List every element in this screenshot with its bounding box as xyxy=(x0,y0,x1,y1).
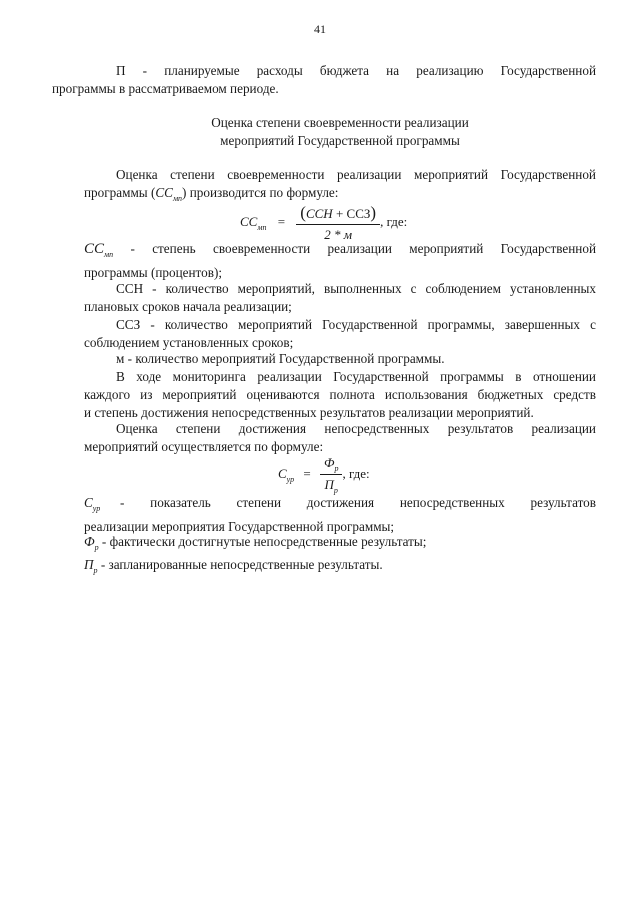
definition-m xyxy=(84,350,596,368)
text-line: $С_{ур}$ - показатель степени достижения непосредственных результатов xyxy=(84,494,596,518)
paragraph-monitoring xyxy=(84,368,596,422)
paragraph-results xyxy=(84,420,596,456)
heading-line: Оценка степени своевременности реализации xyxy=(211,115,469,130)
text-line: $П_р$ - запланированные непосредственные результаты. xyxy=(84,557,383,575)
formula-results xyxy=(278,455,370,495)
c-symbol: $С_{ур}$ xyxy=(278,465,295,484)
cc-symbol: $СС_{мп}$ xyxy=(84,241,114,259)
c-symbol: $С_{ур}$ xyxy=(84,495,101,513)
paragraph-planned-expenses xyxy=(52,62,596,98)
text-line: ССН - количество мероприятий, выполненных с соблюдением установленных xyxy=(116,281,596,296)
text-line: П - планируемые расходы бюджета на реализацию Государственной xyxy=(116,63,596,78)
text-line: реализации мероприятия Государственной программы; xyxy=(84,519,395,534)
where-label: , где: xyxy=(380,213,408,229)
equals-sign: = xyxy=(303,465,311,481)
text-line: программы в рассматриваемом периоде. xyxy=(52,81,279,96)
text-fragment: ) производится по формуле: xyxy=(182,185,339,200)
text-line: соблюдением установленных сроков; xyxy=(84,335,294,350)
fraction xyxy=(296,203,380,243)
cc-symbol: $СС_{мп}$ xyxy=(155,185,183,203)
text-line: В ходе мониторинга реализации Государственной программы в отношении xyxy=(116,369,596,384)
text-line: Оценка степени своевременности реализации мероприятий Государственной xyxy=(116,167,596,182)
definition-cc xyxy=(84,240,596,282)
denominator: $П_р$ xyxy=(324,477,338,495)
text-line: каждого из мероприятий оцениваются полнота использования бюджетных средств xyxy=(84,387,596,402)
text-line: $Ф_р$ - фактически достигнутые непосредственные результаты; xyxy=(84,534,427,552)
equals-sign: = xyxy=(277,213,286,229)
numerator: (ССН + ССЗ) xyxy=(296,203,380,225)
definition-ssn xyxy=(84,280,596,316)
text-line: программы (процентов); xyxy=(84,265,223,280)
text-line: и степень достижения непосредственных результатов реализации мероприятий. xyxy=(84,405,534,420)
definition-ssz xyxy=(84,316,596,352)
p-symbol: $П_р$ xyxy=(84,557,98,575)
formula-timeliness xyxy=(240,203,407,243)
page-number: 41 xyxy=(314,22,326,36)
text-line: $СС_{мп}$ - степень своевременности реализации мероприятий Государственной xyxy=(84,241,597,259)
paragraph-timeliness-intro xyxy=(84,166,596,208)
text-line: плановых сроков начала реализации; xyxy=(84,299,292,314)
numerator: $Ф_р$ xyxy=(320,455,342,475)
text-line: Оценка степени достижения непосредственных результатов реализации xyxy=(116,421,596,436)
fraction xyxy=(320,455,342,495)
denominator: 2 * м xyxy=(324,227,353,242)
text-line: ССЗ - количество мероприятий Государственной программы, завершенных с xyxy=(116,317,596,332)
definition-c xyxy=(84,494,596,536)
text-line: м - количество мероприятий Государственной программы. xyxy=(116,351,445,366)
text-fragment: программы ( xyxy=(84,185,156,200)
definition-f xyxy=(84,533,596,557)
f-symbol: $Ф_р$ xyxy=(84,534,99,552)
section-heading xyxy=(84,114,596,150)
where-label: , где: xyxy=(342,465,370,481)
heading-line: мероприятий Государственной программы xyxy=(220,133,460,148)
text-line: мероприятий осуществляется по формуле: xyxy=(84,439,324,454)
definition-p xyxy=(84,556,596,580)
cc-symbol: $СС_{мп}$ xyxy=(240,213,267,232)
